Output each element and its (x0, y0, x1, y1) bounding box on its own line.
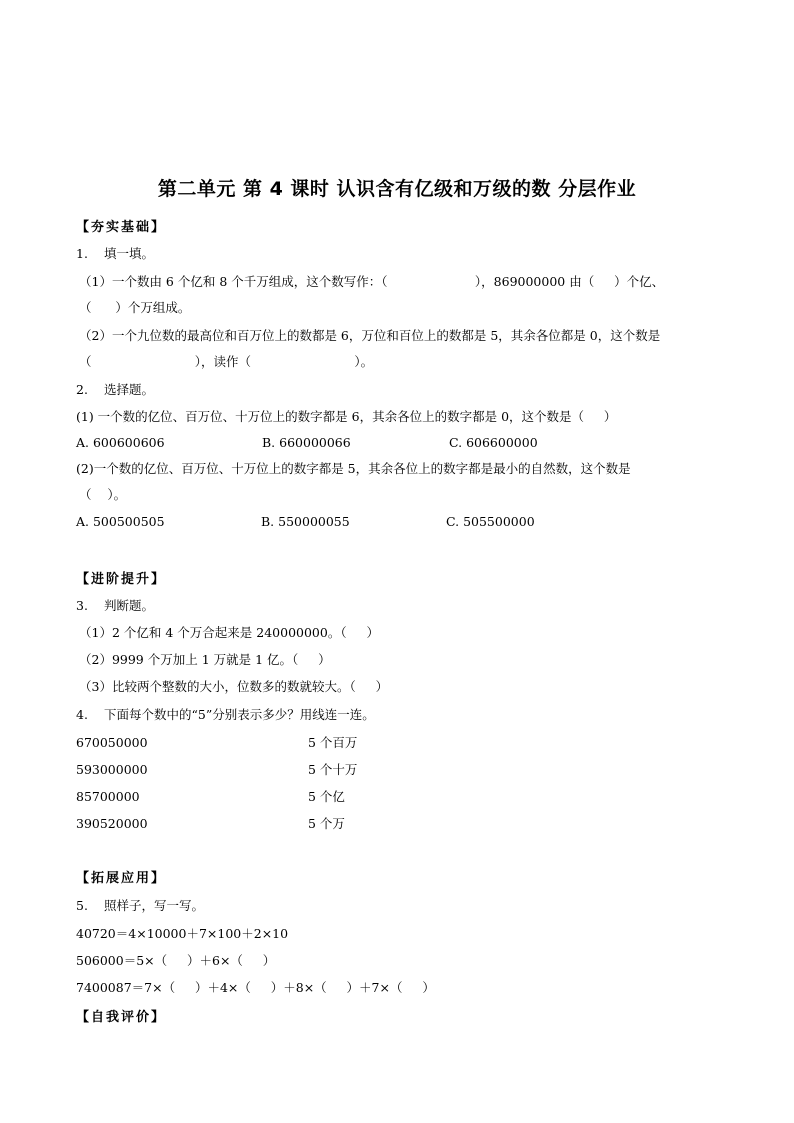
true-false-item: （1）2 个亿和 4 个万合起来是 240000000。（ ） (79, 625, 379, 640)
question-1-part-2-line-1: （2）一个九位数的最高位和百万位上的数都是 6，万位和百位上的数都是 5，其余各位都是 0，这个数是 (79, 328, 661, 343)
question-4-stem (76, 707, 375, 723)
match-left-number: 390520000 (76, 816, 148, 831)
option-c: C. 606600000 (449, 435, 538, 450)
question-1-stem (76, 246, 154, 262)
page-title: 第二单元 第 4 课时 认识含有亿级和万级的数 分层作业 (157, 178, 637, 200)
match-right-value: 5 个万 (308, 816, 345, 831)
question-3-stem (76, 598, 154, 614)
option-b: B. 550000055 (261, 514, 350, 529)
question-number: 1. (76, 246, 88, 261)
question-2-part-2-line-1: (2)一个数的亿位、百万位、十万位上的数字都是 5，其余各位上的数字都是最小的自然数，这个数是 (76, 461, 631, 476)
match-right-value: 5 个亿 (308, 789, 345, 804)
match-right-value: 5 个百万 (308, 735, 358, 750)
option-c: C. 505500000 (446, 514, 535, 529)
option-b: B. 660000066 (262, 435, 351, 450)
expanded-form-exercise: 506000＝5×（ ）＋6×（ ） (76, 953, 276, 968)
section-heading-self-evaluation: 【自我评价】 (76, 1010, 167, 1025)
question-text: 选择题。 (104, 382, 155, 397)
question-text: 填一填。 (104, 246, 155, 261)
match-right-value: 5 个十万 (308, 762, 358, 777)
question-number: 4. (76, 707, 88, 722)
question-number: 3. (76, 598, 88, 613)
question-1-part-1-line-1: （1）一个数由 6 个亿和 8 个千万组成，这个数写作：（ ），869000000 由（ ）个亿、 (79, 274, 665, 289)
question-number: 5. (76, 898, 88, 913)
question-2-stem (76, 382, 154, 398)
option-a: A. 500500505 (76, 514, 165, 529)
question-1-part-1-line-2: （ ）个万组成。 (79, 300, 191, 315)
question-5-stem (76, 898, 204, 914)
expanded-form-example: 40720＝4×10000＋7×100＋2×10 (76, 926, 289, 941)
section-heading-application: 【拓展应用】 (76, 871, 167, 886)
question-2-part-1: (1) 一个数的亿位、百万位、十万位上的数字都是 6，其余各位上的数字都是 0，这个数是（ ） (76, 409, 617, 424)
true-false-item: （3）比较两个整数的大小，位数多的数就较大。（ ） (79, 679, 389, 694)
question-text: 照样子，写一写。 (104, 898, 205, 913)
question-1-part-2-line-2: （ ），读作（ ）。 (79, 354, 374, 369)
match-left-number: 670050000 (76, 735, 148, 750)
section-heading-basics: 【夯实基础】 (76, 220, 167, 235)
question-number: 2. (76, 382, 88, 397)
expanded-form-exercise: 7400087＝7×（ ）＋4×（ ）＋8×（ ）＋7×（ ） (76, 980, 435, 995)
match-left-number: 85700000 (76, 789, 140, 804)
match-left-number: 593000000 (76, 762, 148, 777)
option-a: A. 600600606 (76, 435, 165, 450)
section-heading-advanced: 【进阶提升】 (76, 572, 167, 587)
question-2-part-2-line-2: （ ）。 (79, 487, 127, 502)
question-text: 下面每个数中的“5”分别表示多少？用线连一连。 (104, 707, 375, 722)
question-text: 判断题。 (104, 598, 155, 613)
true-false-item: （2）9999 个万加上 1 万就是 1 亿。（ ） (79, 652, 331, 667)
